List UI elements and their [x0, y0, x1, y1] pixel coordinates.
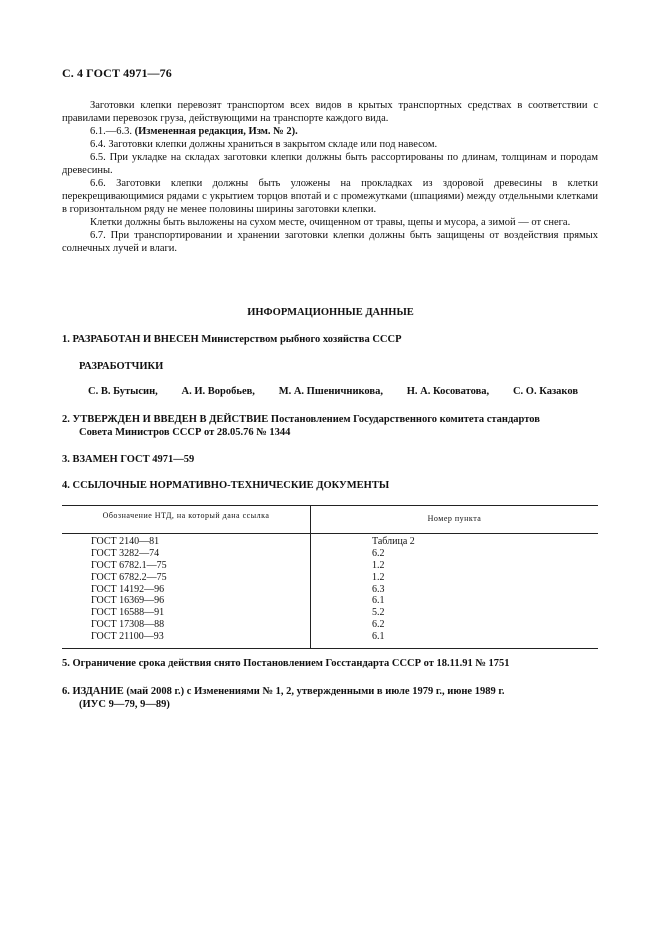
point-cell: 6.1: [372, 595, 385, 607]
doc-cell: ГОСТ 14192—96: [91, 583, 165, 595]
doc-cell: ГОСТ 16369—96: [91, 595, 165, 607]
developers-list: [88, 386, 578, 397]
page-header: С. 4 ГОСТ 4971—76: [62, 66, 172, 80]
info-section-title: ИНФОРМАЦИОННЫЕ ДАННЫЕ: [247, 307, 414, 318]
info-item-1: [62, 333, 602, 346]
amendment-note: (Измененная редакция, Изм. № 2).: [134, 126, 298, 137]
table-header: [62, 506, 598, 534]
table-row: [62, 607, 598, 619]
table-row: [62, 631, 598, 643]
info-item-6: [62, 685, 602, 711]
table-body: [62, 536, 598, 643]
table-row: [62, 560, 598, 572]
info-item-5: 5. Ограничение срока действия снято Постановлением Госстандарта СССР от 18.11.91 № 1751: [62, 658, 510, 669]
developer-name: А. И. Воробьев,: [181, 386, 255, 397]
paragraph-number: 6.1.—6.3.: [90, 126, 132, 137]
item-2-continuation: Совета Министров СССР от 28.05.76 № 1344: [79, 427, 291, 438]
item-1-heading: 1. РАЗРАБОТАН И ВНЕСЕН: [62, 334, 199, 345]
point-cell: 1.2: [372, 571, 385, 583]
item-6-line-2: (ИУС 9—79, 9—89): [79, 699, 170, 710]
developer-name: С. О. Казаков: [512, 386, 578, 397]
point-cell: 1.2: [372, 559, 385, 571]
info-item-4: 4. ССЫЛОЧНЫЕ НОРМАТИВНО-ТЕХНИЧЕСКИЕ ДОКУМЕНТЫ: [62, 480, 390, 491]
item-1-text: Министерством рыбного хозяйства СССР: [201, 334, 402, 345]
point-cell: 6.2: [372, 619, 385, 631]
point-cell: 6.2: [372, 547, 385, 559]
developer-name: М. А. Пшеничникова,: [278, 386, 383, 397]
item-2-heading: 2. УТВЕРЖДЕН И ВВЕДЕН В ДЕЙСТВИЕ: [62, 414, 269, 425]
table-row: [62, 548, 598, 560]
column-header-document: Обозначение НТД, на который дана ссылка: [62, 506, 311, 533]
table-row: [62, 572, 598, 584]
doc-cell: ГОСТ 2140—81: [91, 536, 160, 547]
point-cell: 6.1: [372, 631, 385, 643]
paragraph-6-5: 6.5. При укладке на складах заготовки клепки должны быть рассортированы по длинам, толщинам и породам древесины.: [62, 152, 598, 176]
info-item-3: 3. ВЗАМЕН ГОСТ 4971—59: [62, 454, 195, 465]
doc-cell: ГОСТ 16588—91: [91, 607, 165, 619]
paragraph-6-6: 6.6. Заготовки клепки должны быть уложены на прокладках из здоровой древесины в клетки перекрещивающимися рядами с укрытием торцов впотай и с промежутками (шпациями) между отдельными клетками в горизонтальном ряду не менее половины ширины заготовки клепки.: [62, 178, 598, 215]
point-cell: Таблица 2: [372, 536, 415, 547]
developer-name: С. В. Бутысин,: [88, 386, 158, 397]
paragraph-6-1-6-3: [62, 125, 598, 138]
paragraph-6-7: 6.7. При транспортировании и хранении заготовки клепки должны быть защищены от воздействия прямых солнечных лучей и влаги.: [62, 230, 598, 254]
table-row: [62, 536, 598, 548]
paragraph-stacking: Клетки должны быть выложены на сухом месте, очищенном от травы, щепы и мусора, а зимой — от снега.: [90, 217, 571, 228]
paragraph-6-4: 6.4. Заготовки клепки должны храниться в закрытом складе или под навесом.: [90, 139, 438, 150]
item-2-text: Постановлением Государственного комитета стандартов: [270, 414, 540, 425]
section-6-text: [62, 99, 598, 255]
doc-cell: ГОСТ 17308—88: [91, 619, 165, 631]
developers-label: РАЗРАБОТЧИКИ: [79, 361, 164, 372]
reference-documents-table: [62, 505, 598, 649]
point-cell: 6.3: [372, 583, 385, 595]
table-row: [62, 584, 598, 596]
doc-cell: ГОСТ 6782.1—75: [91, 559, 167, 571]
doc-cell: ГОСТ 21100—93: [91, 631, 164, 643]
doc-cell: ГОСТ 6782.2—75: [91, 571, 167, 583]
point-cell: 5.2: [372, 607, 385, 619]
table-row: [62, 595, 598, 607]
column-header-point: Номер пункта: [427, 514, 482, 523]
paragraph-transport: Заготовки клепки перевозят транспортом всех видов в крытых транспортных средствах в соответствии с правилами перевозок груза, действующими на транспорте каждого вида.: [62, 100, 598, 124]
item-6-line-1: 6. ИЗДАНИЕ (май 2008 г.) с Изменениями № 1, 2, утвержденными в июле 1979 г., июне 1989 г.: [62, 686, 505, 697]
table-row: [62, 619, 598, 631]
developer-name: Н. А. Косоватова,: [406, 386, 490, 397]
info-item-2: [62, 413, 602, 439]
doc-cell: ГОСТ 3282—74: [91, 547, 160, 559]
